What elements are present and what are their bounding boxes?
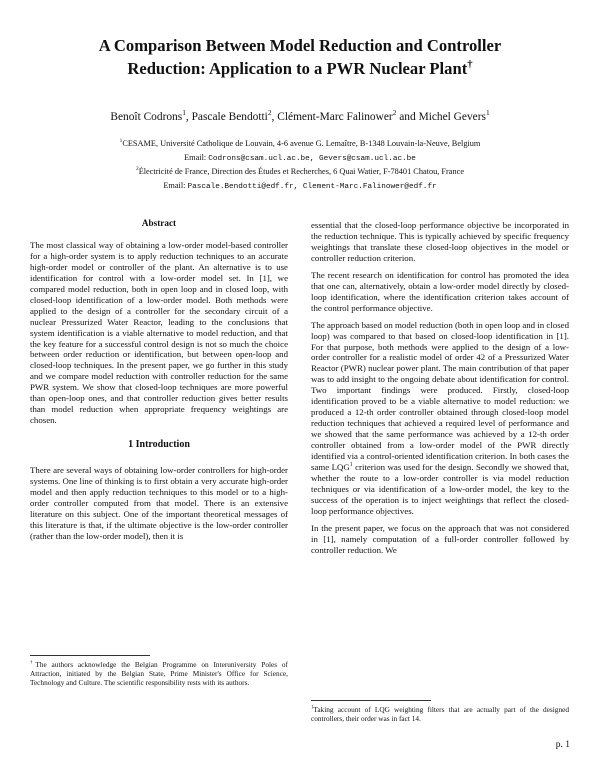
page-number: p. 1 (555, 740, 570, 750)
author-conjunction: and (396, 111, 419, 123)
right-paragraph-1: essential that the closed-loop performance objective be incorporated in the reduction technique. This is typically achieved by specific frequency weightings that translate these closed-loop objectives in the model or controller reduction criterion. (311, 220, 569, 263)
title-line-2: Reduction: Application to a PWR Nuclear Plant (127, 59, 468, 78)
footnote-left-mark: † (30, 660, 36, 666)
affiliation-2-text: Électricité de France, Direction des Études et Recherches, 6 Quai Watier, F-78401 Chatou, France (138, 167, 464, 176)
author-4-affil-mark: 1 (485, 108, 490, 118)
left-column (30, 218, 288, 548)
author-separator: , (185, 111, 192, 123)
affiliation-1-mark: 1 (119, 138, 123, 145)
right-column (311, 220, 569, 562)
abstract-heading: Abstract (141, 218, 177, 228)
email-addresses-2[interactable]: Pascale.Bendotti@edf.fr, Clement-Marc.Falinower@edf.fr (187, 183, 437, 191)
title-footnote-mark: † (467, 58, 473, 71)
footnote-lqg (311, 705, 569, 723)
author-4: Michel Gevers (418, 111, 486, 123)
email-line-2 (40, 180, 560, 193)
introduction-paragraph-1: There are several ways of obtaining low-order controllers for high-order systems. One line of thinking is to first obtain a very accurate high-order model and then apply reduction techniques to this model or to a high-order controller computed from that model. There is an extensive literature on this subject. One of the important theoretical messages of this literature is that, if the ultimate objective is the low-order controller (rather than the low-order model), then it is (30, 465, 288, 541)
email-label-1: Email: (184, 153, 209, 162)
author-separator: , (271, 111, 278, 123)
footnote-acknowledgement (30, 660, 288, 687)
email-addresses-1[interactable]: Codrons@csam.ucl.ac.be, Gevers@csam.ucl.ac.be (208, 155, 416, 163)
email-label-2: Email: (163, 181, 188, 190)
footnote-right-text: Taking account of LQG weighting filters that are actually part of the designed controllers, their order was in fact 14. (311, 705, 569, 723)
affiliation-2 (40, 166, 560, 177)
author-list (40, 110, 560, 124)
email-line-1 (40, 152, 560, 165)
introduction-heading: 1 Introduction (128, 439, 190, 451)
footnote-left-text: The authors acknowledge the Belgian Programme on Interuniversity Poles of Attraction, initiated by the Belgian State, Prime Minister's Office for Science, Technology and Culture. The scientific responsibility rests with its authors. (30, 660, 288, 687)
author-1: Benoît Codrons (110, 111, 183, 123)
right-paragraph-3 (311, 320, 569, 517)
affiliation-1 (40, 138, 560, 149)
affiliation-2-mark: 2 (136, 166, 139, 173)
author-2-affil-mark: 2 (267, 108, 272, 118)
right-paragraph-3-part-a: The approach based on model reduction (both in open loop and in closed loop) was compared to that based on closed-loop identification in [1]. For that purpose, both methods were applied to the design of a low-order controller for a realistic model of order 42 of a Pressurized Water Reactor (PWR) nuclear power plant. The main contribution of that paper was to add insight to the ongoing debate about identification for control. Two important findings were produced. Firstly, closed-loop identification proved to be a viable alternative to model reduction: we produced a 12-th order controller obtained through closed-loop model reduction techniques that achieved a required level of performance and we showed that the same performance was achieved by a 12-th order controller obtained from a low-order model of the PWR directly identified via a control-oriented identification criterion. In both cases the same LQG (311, 319, 569, 473)
right-paragraph-3-part-b: criterion was used for the design. Secondly we showed that, whether the route to a low-order controller is via model reduction techniques or via identification of a low-order model, the key to the success of the operation is to inject weightings that reflect the closed-loop performance objectives. (311, 462, 569, 516)
right-paragraph-2: The recent research on identification for control has promoted the idea that one can, alternatively, obtain a low-order model directly by closed-loop identification, where the identification criterion takes account of the control performance objective. (311, 269, 569, 313)
paper-title (40, 34, 560, 80)
footnote-right-mark: 1 (311, 705, 314, 711)
author-3-affil-mark: 2 (392, 108, 397, 118)
footnote-rule-left (30, 655, 150, 656)
author-3: Clément-Marc Falinower (277, 111, 393, 123)
footnote-ref-1: 1 (349, 462, 353, 469)
abstract-text: The most classical way of obtaining a low-order model-based controller for a high-order system is to apply reduction techniques to an accurate high-order model or controller of the plant. An alternative is to use identification for control with a low-order model set. In [1], we compared model reduction, both in open loop and in closed loop, with closed-loop identification of a low-order model. Both methods were applied to the design of a controller for the secondary circuit of a nuclear Pressurized Water Reactor, leading to the conclusions that system identification is a viable alternative to model reduction, and that the key feature for a successful control design is not so much the choice between order reduction or identification, but between open-loop and closed-loop techniques. In the present paper, we go further in this study and we compare model reduction with controller reduction for the same PWR system. We show that closed-loop techniques are more powerful than open-loop ones, and that controller reduction gives better results than model reduction when appropriate frequency weightings are chosen. (30, 239, 288, 426)
footnote-rule-right (311, 700, 431, 701)
right-paragraph-4: In the present paper, we focus on the approach that was not considered in [1], namely computation of a full-order controller followed by controller reduction. We (311, 522, 569, 555)
author-1-affil-mark: 1 (182, 108, 186, 118)
title-line-1: A Comparison Between Model Reduction and Controller (98, 36, 502, 55)
affiliation-1-text: CESAME, Université Catholique de Louvain, 4-6 avenue G. Lemaître, B-1348 Louvain-la-Neuve, Belgium (122, 139, 481, 148)
author-2: Pascale Bendotti (191, 111, 268, 123)
